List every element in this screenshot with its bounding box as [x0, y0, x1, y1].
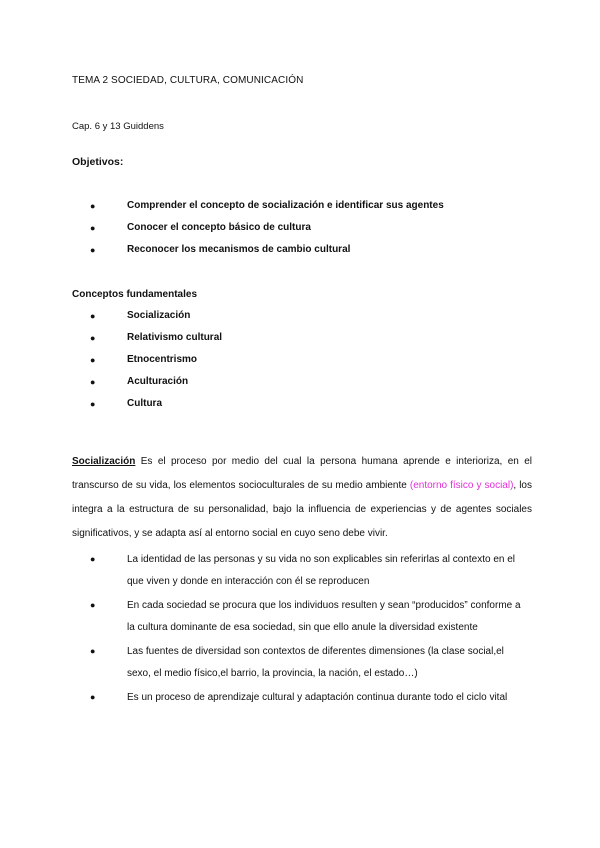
objective-text: Reconocer los mecanismos de cambio cultural [127, 244, 351, 255]
concept-text: Cultura [127, 398, 162, 409]
objective-item [90, 199, 490, 221]
socializacion-points-list [90, 549, 530, 712]
concept-text: Relativismo cultural [127, 332, 223, 343]
concept-item [90, 375, 390, 397]
point-text: La identidad de las personas y su vida no son explicables sin referirlas al contexto en el que viven y donde en interacción con él se reproducen [127, 554, 516, 587]
objective-item [90, 221, 490, 243]
concept-text: Socialización [127, 310, 191, 321]
bullet-icon: ● [90, 201, 96, 211]
bullet-icon: ● [90, 692, 96, 702]
concept-item [90, 397, 390, 419]
chapter-reference: Cap. 6 y 13 Guiddens [72, 121, 164, 132]
bullet-icon: ● [90, 355, 96, 365]
bullet-icon: ● [90, 311, 96, 321]
objective-text: Conocer el concepto básico de cultura [127, 222, 311, 233]
concept-text: Aculturación [127, 376, 189, 387]
point-item [90, 641, 530, 684]
point-text: Las fuentes de diversidad son contextos de diferentes dimensiones (la clase social,el sexo, el medio físico,el barrio, la provincia, la nación, el estado…) [127, 646, 504, 679]
objectives-heading: Objetivos: [72, 156, 124, 168]
point-text: Es un proceso de aprendizaje cultural y adaptación continua durante todo el ciclo vital [127, 692, 508, 703]
concept-item [90, 331, 390, 353]
point-item [90, 549, 530, 592]
concepts-list [90, 309, 390, 419]
bullet-icon: ● [90, 554, 96, 564]
objective-item [90, 243, 490, 265]
objectives-list [90, 199, 490, 265]
point-item [90, 687, 530, 709]
paragraph-text: Es el proceso por medio del cual la persona humana aprende e interioriza, en el transcurso de su vida, los elementos socioculturales de su medio ambiente [72, 456, 532, 491]
concept-text: Etnocentrismo [127, 354, 198, 365]
bullet-icon: ● [90, 333, 96, 343]
bullet-icon: ● [90, 245, 96, 255]
bullet-icon: ● [90, 223, 96, 233]
bullet-icon: ● [90, 600, 96, 610]
concept-item [90, 353, 390, 375]
point-item [90, 595, 530, 638]
highlighted-text: (entorno físico y social) [409, 480, 514, 491]
paragraph-text-continued: , los integra a la estructura de su personalidad, bajo la influencia de experiencias y de agentes sociales significativos, y se adapta así al entorno social en cuyo seno debe vivir. [72, 480, 532, 539]
point-text: En cada sociedad se procura que los individuos resulten y sean “producidos” conforme a la cultura dominante de esa sociedad, sin que ello anule la diversidad existente [127, 600, 521, 633]
objective-text: Comprender el concepto de socialización e identificar sus agentes [127, 200, 444, 211]
concept-item [90, 309, 390, 331]
bullet-icon: ● [90, 399, 96, 409]
bullet-icon: ● [90, 646, 96, 656]
concepts-heading: Conceptos fundamentales [72, 289, 198, 300]
bullet-icon: ● [90, 377, 96, 387]
socializacion-term: Socialización [72, 456, 136, 467]
document-title: TEMA 2 SOCIEDAD, CULTURA, COMUNICACIÓN [72, 75, 304, 86]
socializacion-paragraph [72, 450, 532, 546]
